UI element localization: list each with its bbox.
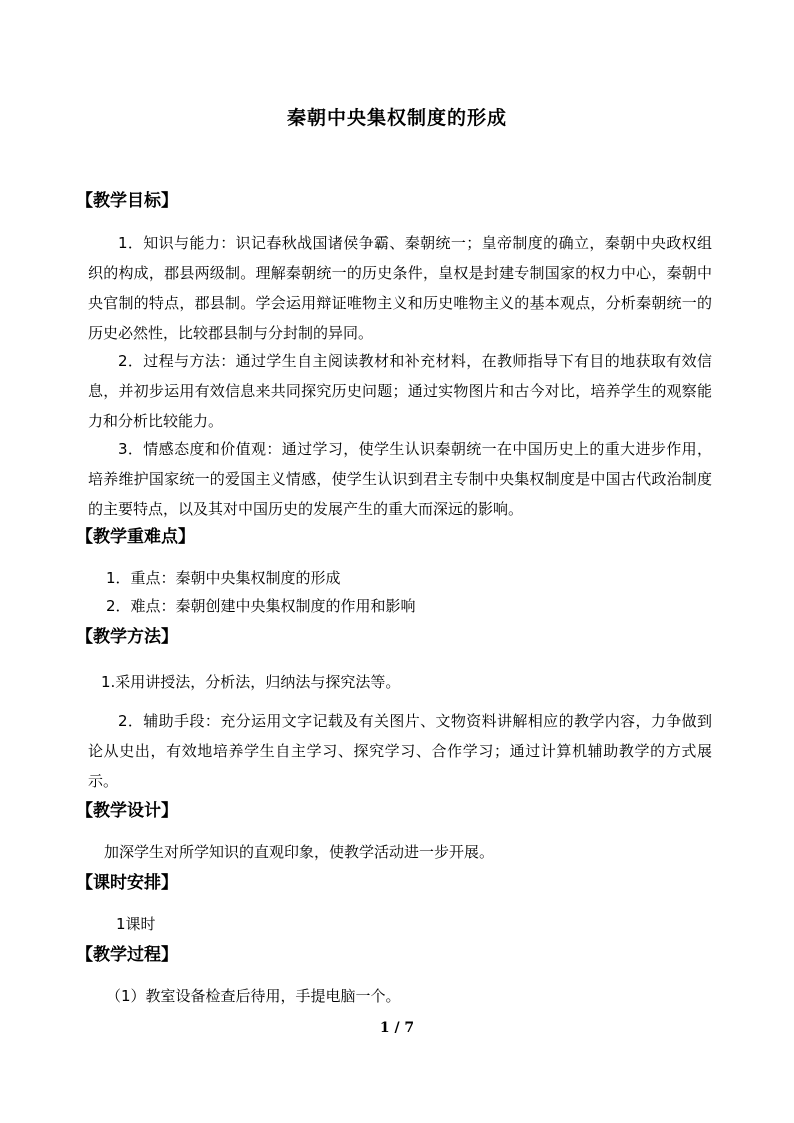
objective-knowledge: 1．知识与能力：识记春秋战国诸侯争霸、秦朝统一；皇帝制度的确立，秦朝中央政权组织的构成，郡县两级制。理解秦朝统一的历史条件，皇权是封建专制国家的权力中心，秦朝中央官制的特点，郡县制。学会运用辩证唯物主义和历史唯物主义的基本观点，分析秦朝统一的历史必然性，比较郡县制与分封制的异同。 [88,234,712,342]
method-aids: 2．辅助手段：充分运用文字记载及有关图片、文物资料讲解相应的教学内容，力争做到论从史出，有效地培养学生自主学习、探究学习、合作学习；通过计算机辅助教学的方式展示。 [88,712,712,790]
heading-objectives: 【教学目标】 [76,191,178,211]
heading-key-points: 【教学重难点】 [76,527,195,547]
process-text: （1）教室设备检查后待用，手提电脑一个。 [106,987,401,1005]
heading-methods: 【教学方法】 [76,627,178,647]
heading-process: 【教学过程】 [76,945,178,965]
heading-design: 【教学设计】 [76,801,178,821]
document-title: 秦朝中央集权制度的形成 [286,107,507,129]
key-point-focus: 1．重点：秦朝中央集权制度的形成 [106,569,341,587]
objective-process: 2．过程与方法：通过学生自主阅读教材和补充材料，在教师指导下有目的地获取有效信息，并初步运用有效信息来共同探究历史问题；通过实物图片和古今对比，培养学生的观察能力和分析比较能力。 [88,352,712,430]
key-point-difficulty: 2．难点：秦朝创建中央集权制度的作用和影响 [106,597,416,615]
objective-values: 3．情感态度和价值观：通过学习，使学生认识秦朝统一在中国历史上的重大进步作用，培养维护国家统一的爱国主义情感，使学生认识到君主专制中央集权制度是中国古代政治制度的主要特点，以及其对中国历史的发展产生的重大而深远的影响。 [88,440,712,518]
heading-schedule: 【课时安排】 [76,873,178,893]
page-number: 1 / 7 [379,1020,415,1036]
design-text: 加深学生对所学知识的直观印象，使教学活动进一步开展。 [104,843,495,861]
method-approach: 1.采用讲授法，分析法，归纳法与探究法等。 [101,673,401,691]
schedule-text: 1课时 [116,915,156,933]
